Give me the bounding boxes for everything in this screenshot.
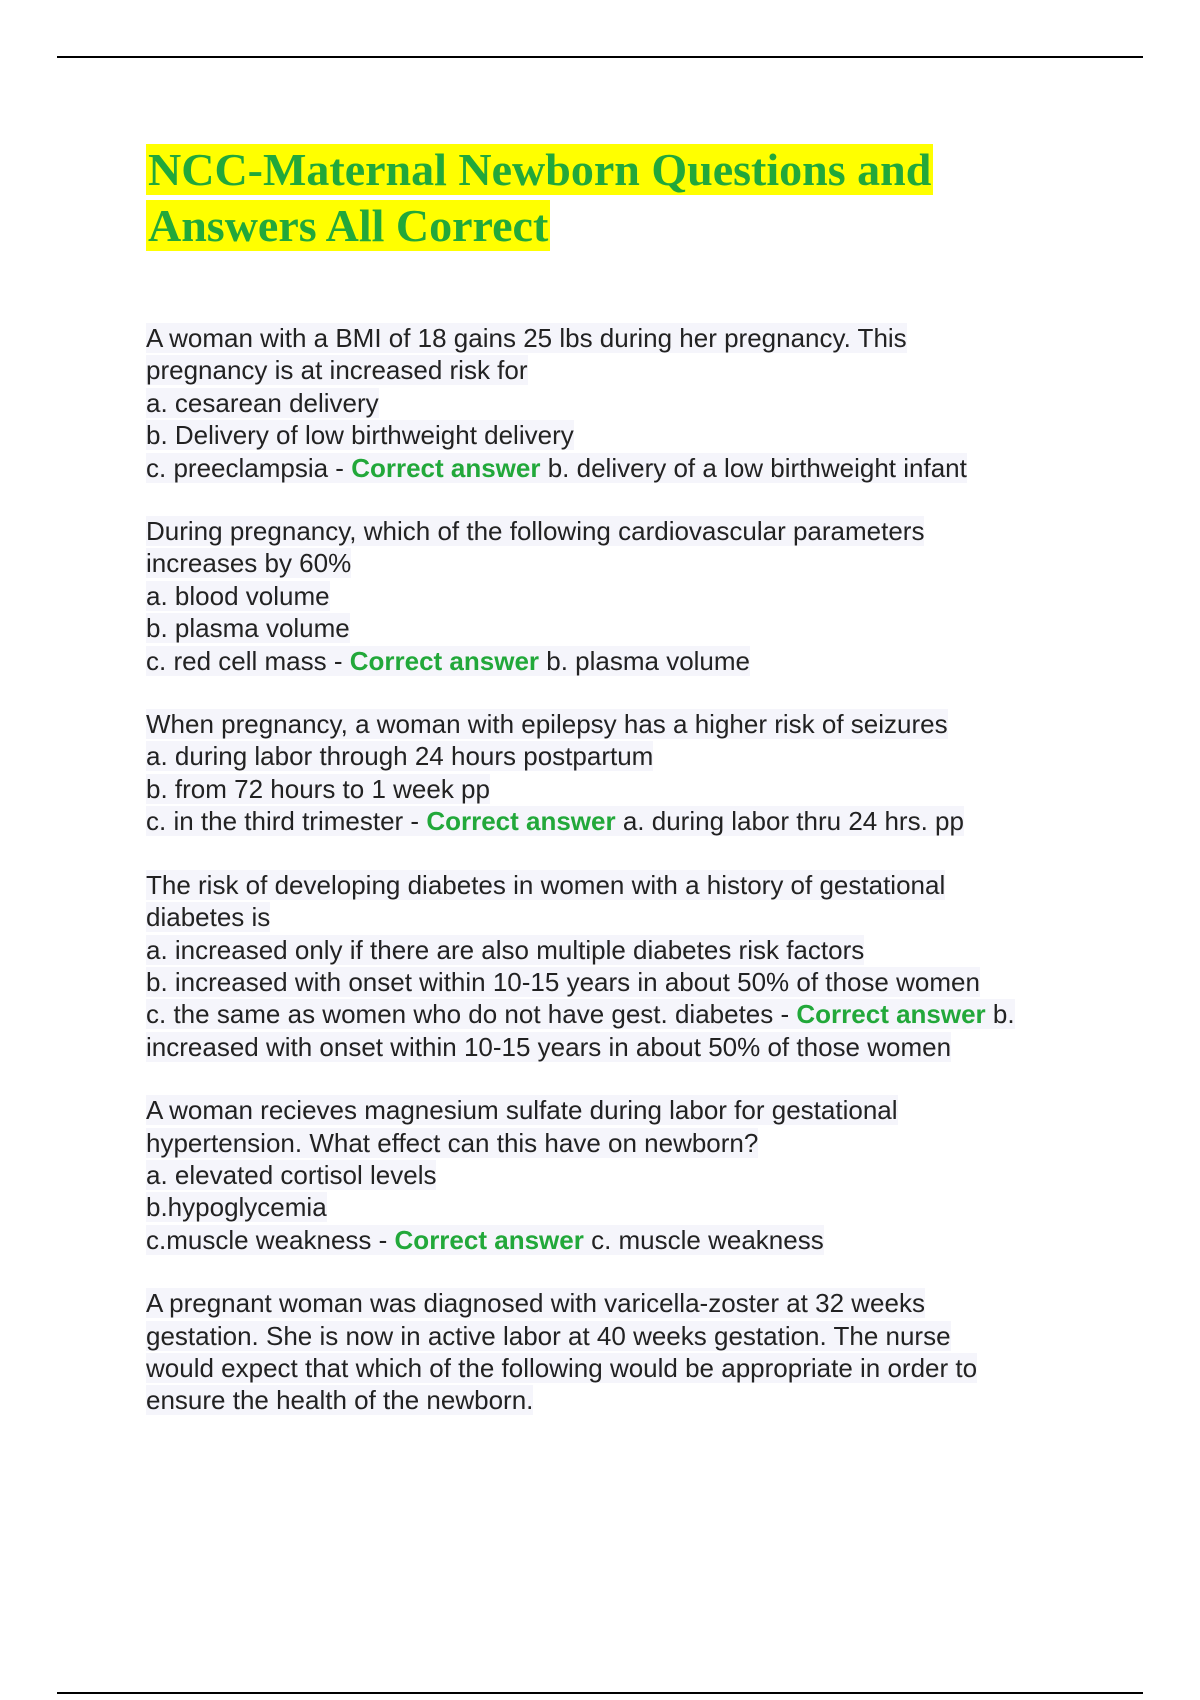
- answer-text: a. during labor thru 24 hrs. pp: [615, 806, 964, 837]
- answer-line: c. in the third trimester - Correct answer a. during labor thru 24 hrs. pp: [146, 806, 964, 837]
- top-rule: [57, 56, 1143, 58]
- question-line: diabetes is: [146, 902, 271, 933]
- answer-text: b. plasma volume: [539, 645, 751, 676]
- title-line: NCC-Maternal Newborn Questions and: [148, 144, 932, 195]
- correct-answer-label: Correct answer: [394, 1224, 584, 1255]
- correct-answer-label: Correct answer: [426, 806, 616, 837]
- answer-text: b.: [985, 999, 1015, 1030]
- question-line: During pregnancy, which of the following cardiovascular parameters: [146, 516, 925, 547]
- question-line: pregnancy is at increased risk for: [146, 355, 528, 386]
- question-line: increases by 60%: [146, 548, 352, 579]
- answer-text: c. muscle weakness: [583, 1224, 824, 1255]
- question-line: When pregnancy, a woman with epilepsy has a higher risk of seizures: [146, 709, 948, 740]
- question-line: hypertension. What effect can this have on newborn?: [146, 1127, 759, 1158]
- question-block: [146, 322, 1106, 484]
- question-line: A pregnant woman was diagnosed with varicella-zoster at 32 weeks: [146, 1288, 925, 1319]
- question-block: [146, 1287, 1106, 1417]
- option-line: a. elevated cortisol levels: [146, 1159, 437, 1190]
- option-line: a. increased only if there are also multiple diabetes risk factors: [146, 934, 865, 965]
- title-line: Answers All Correct: [148, 200, 549, 251]
- option-line: a. blood volume: [146, 580, 330, 611]
- question-line: A woman with a BMI of 18 gains 25 lbs during her pregnancy. This: [146, 323, 907, 353]
- question-line: A woman recieves magnesium sulfate during labor for gestational: [146, 1095, 898, 1126]
- option-line: b.hypoglycemia: [146, 1192, 327, 1223]
- answer-line: c.muscle weakness - Correct answer c. muscle weakness: [146, 1224, 824, 1255]
- question-block: [146, 515, 1106, 677]
- question-line: ensure the health of the newborn.: [146, 1385, 534, 1416]
- question-line: gestation. She is now in active labor at 40 weeks gestation. The nurse: [146, 1320, 951, 1351]
- option-line: a. during labor through 24 hours postpartum: [146, 741, 654, 772]
- correct-answer-label: Correct answer: [796, 999, 986, 1030]
- question-line: would expect that which of the following would be appropriate in order to: [146, 1352, 978, 1383]
- question-block: [146, 708, 1106, 838]
- option-line: b. plasma volume: [146, 613, 350, 644]
- answer-line: [146, 1031, 1106, 1063]
- correct-answer-label: Correct answer: [351, 452, 541, 483]
- bottom-rule: [57, 1692, 1143, 1694]
- answer-line: c. preeclampsia - Correct answer b. delivery of a low birthweight infant: [146, 452, 967, 483]
- answer-line: c. red cell mass - Correct answer b. plasma volume: [146, 645, 751, 676]
- question-line: The risk of developing diabetes in women with a history of gestational: [146, 869, 946, 900]
- option-line: b. Delivery of low birthweight delivery: [146, 420, 574, 451]
- document-body: [146, 322, 1106, 1448]
- answer-line: c. the same as women who do not have gest. diabetes - Correct answer b.: [146, 999, 1015, 1030]
- answer-text: increased with onset within 10-15 years in about 50% of those women: [146, 1031, 952, 1062]
- option-line: a. cesarean delivery: [146, 387, 379, 418]
- page-title: [146, 142, 1026, 254]
- option-line: b. from 72 hours to 1 week pp: [146, 773, 490, 804]
- question-block: [146, 869, 1106, 1063]
- option-line: b. increased with onset within 10-15 years in about 50% of those women: [146, 966, 980, 997]
- correct-answer-label: Correct answer: [349, 645, 540, 676]
- question-block: [146, 1094, 1106, 1256]
- answer-text: b. delivery of a low birthweight infant: [540, 452, 967, 483]
